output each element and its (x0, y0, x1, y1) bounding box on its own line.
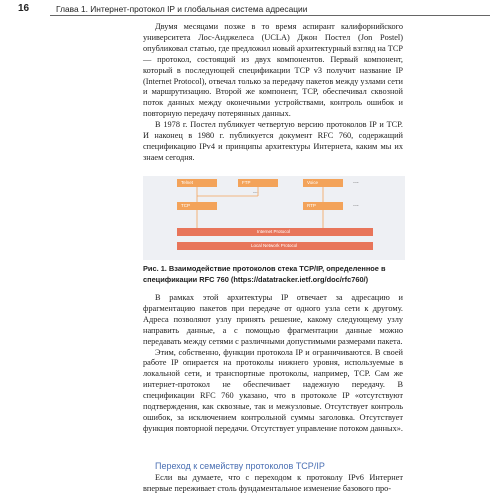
body-text-bottom (143, 473, 403, 495)
figure-dots: ... (353, 178, 359, 185)
figure-caption: Рис. 1. Взаимодействие протоколов стека TCP/IP, определенное в спецификации RFC 760 (https://datatracker.ietf.org/doc/rfc760/) (143, 264, 386, 284)
figure-box-rtp: RTP (303, 202, 343, 210)
page-number: 16 (18, 3, 30, 14)
figure-dots: ... (253, 188, 259, 195)
paragraph: В 1978 г. Постел публикует четвертую версию протоколов IP и TCP. И наконец в 1980 г. публикуется документ RFC 760, содержащий спецификацию IPv4 и принципы архитектуры Интернета, каким мы их знаем сегодня. (143, 120, 403, 162)
paragraph: В рамках этой архитектуры IP отвечает за адресацию и фрагментацию пакетов при передаче от одного узла сети к другому. Адреса позволяют узлу принять решение, какому следующему узлу направить данные, а с помощью фрагментации данные можно передавать между сетями с различными допустимыми размерами пакета. (143, 293, 403, 346)
paragraph: Двумя месяцами позже в то время аспирант калифорнийского университета Лос-Анджелеса (UCLA) Джон Постел (Jon Postel) опубликовал статью, где предложил новый архитектурный взгляд на TCP — протокол, состоящий из двух компонентов. Первый компонент, который в последующей спецификации TCP v3 получит название IP (Internet Protocol), отвечал только за передачу пакетов между узлами сети и маршрутизацию. Второй же компонент, TCP, обеспечивал сквозной поток данных между оконечными устройствами, контроль ошибок и повторную передачу потерянных данных. (143, 22, 403, 119)
body-text-top (143, 22, 403, 164)
paragraph: Если вы думаете, что с переходом к протоколу IPv6 Интернет впервые переживает столь фундаментальное изменение базового про- (143, 473, 403, 493)
figure-box-voice: Voice (303, 179, 343, 187)
figure-bar-internet-protocol: Internet Protocol (177, 228, 373, 236)
figure-box-tcp: TCP (177, 202, 217, 210)
figure-dots: ... (353, 201, 359, 208)
running-title: Глава 1. Интернет-протокол IP и глобальная система адресации (56, 4, 308, 14)
figure-box-telnet: Telnet (177, 179, 217, 187)
body-text-middle (143, 293, 403, 435)
figure-bar-local-network-protocol: Local Network Protocol (177, 242, 373, 250)
section-heading: Переход к семейству протоколов TCP/IP (155, 461, 325, 471)
figure-box-ftp: FTP (238, 179, 278, 187)
header-rule (50, 15, 490, 16)
figure-protocol-stack (143, 176, 405, 260)
running-header (10, 3, 490, 17)
paragraph: Этим, собственно, функции протокола IP и ограничиваются. В своей работе IP опирается на протоколы нижнего уровня, используемые в локальной сети, и транспортные протоколы, например, TCP. Сам же интернет-протокол не обеспечивает надежную передачу. В спецификации RFC 760 указано, что в протоколе IP «отсутствуют подтверждения, как сквозные, так и межузловые. Отсутствует контроль ошибок, за исключением контрольной суммы заголовка. Отсутствует функция повторной передачи. Отсутствует управление потоком данных». (143, 347, 403, 433)
